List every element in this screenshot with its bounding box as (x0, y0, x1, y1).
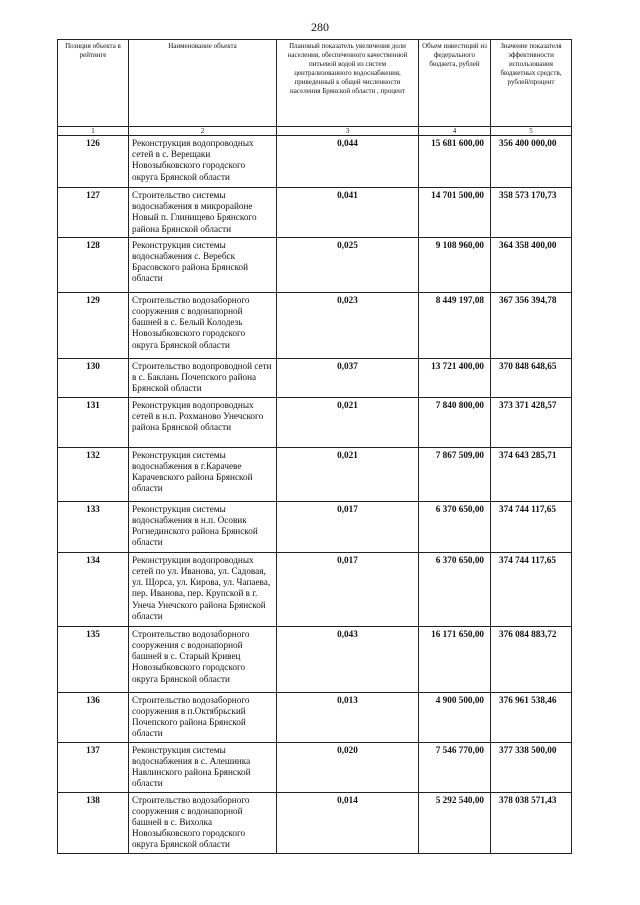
table-row (58, 358, 572, 397)
page-number: 280 (311, 20, 329, 34)
table-row (58, 397, 572, 447)
row-position: 135 (58, 626, 129, 692)
row-investment: 9 108 960,00 (419, 237, 491, 292)
row-efficiency: 356 400 000,00 (491, 136, 572, 188)
table-row (58, 447, 572, 501)
rating-table (57, 39, 572, 854)
row-share-value: 0,023 (277, 292, 419, 358)
row-position: 137 (58, 742, 129, 792)
header-share-indicator: Плановый показатель увеличения доли населения, обеспеченного качественной питьевой водой из систем централизованного водоснабжения, приведенный к общей численности населения Брянской области , процент (277, 40, 419, 127)
row-object-name: Строительство водозаборного сооружения с водонапорной башней в с. Вихолка Новозыбковского городского округа Брянской области (129, 792, 277, 853)
header-position: Позиция объекта в рейтинге (58, 40, 129, 127)
row-object-name: Строительство водозаборного сооружения с водонапорной башней в с. Старый Кривец Новозыбковского городского округа Брянской области (129, 626, 277, 692)
row-position: 131 (58, 397, 129, 447)
row-position: 130 (58, 358, 129, 397)
row-efficiency: 376 084 883,72 (491, 626, 572, 692)
table-row (58, 292, 572, 358)
header-row (58, 40, 572, 127)
row-position: 133 (58, 501, 129, 552)
row-investment: 6 370 650,00 (419, 501, 491, 552)
row-share-value: 0,017 (277, 501, 419, 552)
row-efficiency: 376 961 538,46 (491, 692, 572, 742)
row-share-value: 0,043 (277, 626, 419, 692)
row-share-value: 0,014 (277, 792, 419, 853)
row-efficiency: 374 744 117,65 (491, 501, 572, 552)
row-share-value: 0,037 (277, 358, 419, 397)
table-row (58, 552, 572, 626)
table-row (58, 742, 572, 792)
row-efficiency: 374 643 285,71 (491, 447, 572, 501)
row-share-value: 0,021 (277, 397, 419, 447)
row-investment: 7 867 509,00 (419, 447, 491, 501)
column-number: 5 (491, 127, 572, 136)
row-object-name: Строительство водозаборного сооружения с водонапорной башней в с. Белый Колодезь Новозыбковского городского округа Брянской области (129, 292, 277, 358)
row-position: 134 (58, 552, 129, 626)
row-efficiency: 364 358 400,00 (491, 237, 572, 292)
row-investment: 16 171 650,00 (419, 626, 491, 692)
column-number: 1 (58, 127, 129, 136)
row-share-value: 0,025 (277, 237, 419, 292)
row-efficiency: 374 744 117,65 (491, 552, 572, 626)
row-object-name: Строительство водопроводной сети в с. Баклань Почепского района Брянской области (129, 358, 277, 397)
row-efficiency: 367 356 394,78 (491, 292, 572, 358)
column-number: 4 (419, 127, 491, 136)
row-object-name: Реконструкция системы водоснабжения в н.п. Осовик Рогнединского района Брянской области (129, 501, 277, 552)
row-position: 136 (58, 692, 129, 742)
header-object-name: Наименование объекта (129, 40, 277, 127)
row-object-name: Строительство системы водоснабжения в микрорайоне Новый п. Глинищево Брянского района Брянской области (129, 188, 277, 238)
row-position: 126 (58, 136, 129, 188)
table-row (58, 792, 572, 853)
row-efficiency: 373 371 428,57 (491, 397, 572, 447)
row-position: 132 (58, 447, 129, 501)
column-number-row (58, 127, 572, 136)
row-share-value: 0,044 (277, 136, 419, 188)
row-position: 138 (58, 792, 129, 853)
table-row (58, 237, 572, 292)
row-object-name: Реконструкция водопроводных сетей по ул. Иванова, ул. Садовая, ул. Щорса, ул. Кирова, ул. Чапаева, пер. Иванова, пер. Крупской в г. Унеча Унечского района Брянской области (129, 552, 277, 626)
row-position: 127 (58, 188, 129, 238)
row-efficiency: 378 038 571,43 (491, 792, 572, 853)
row-investment: 6 370 650,00 (419, 552, 491, 626)
row-investment: 4 900 500,00 (419, 692, 491, 742)
column-number: 2 (129, 127, 277, 136)
table-row (58, 626, 572, 692)
row-investment: 15 681 600,00 (419, 136, 491, 188)
row-investment: 14 701 500,00 (419, 188, 491, 238)
row-object-name: Реконструкция системы водоснабжения в с. Алешинка Навлинского района Брянской области (129, 742, 277, 792)
table-row (58, 692, 572, 742)
row-efficiency: 377 338 500,00 (491, 742, 572, 792)
row-object-name: Реконструкция водопроводных сетей в н.п. Рохманово Унечского района Брянской области (129, 397, 277, 447)
row-efficiency: 358 573 170,73 (491, 188, 572, 238)
row-share-value: 0,017 (277, 552, 419, 626)
row-position: 129 (58, 292, 129, 358)
header-efficiency: Значение показателя эффективности использования бюджетных средств, рублей/процент (491, 40, 572, 127)
row-share-value: 0,041 (277, 188, 419, 238)
row-position: 128 (58, 237, 129, 292)
row-investment: 7 546 770,00 (419, 742, 491, 792)
row-share-value: 0,013 (277, 692, 419, 742)
table-row (58, 188, 572, 238)
row-investment: 13 721 400,00 (419, 358, 491, 397)
header-investment: Объем инвестиций из федерального бюджета, рублей (419, 40, 491, 127)
row-object-name: Реконструкция системы водоснабжения с. Веребск Брасовского района Брянской области (129, 237, 277, 292)
row-investment: 8 449 197,08 (419, 292, 491, 358)
row-share-value: 0,021 (277, 447, 419, 501)
row-investment: 5 292 540,00 (419, 792, 491, 853)
row-object-name: Реконструкция водопроводных сетей в с. Верещаки Новозыбковского городского округа Брянской области (129, 136, 277, 188)
column-number: 3 (277, 127, 419, 136)
row-object-name: Реконструкция системы водоснабжения в г.Карачеве Карачевского района Брянской области (129, 447, 277, 501)
row-share-value: 0,020 (277, 742, 419, 792)
row-efficiency: 370 848 648,65 (491, 358, 572, 397)
row-object-name: Строительство водозаборного сооружения в п.Октябрьский Почепского района Брянской области (129, 692, 277, 742)
table-row (58, 501, 572, 552)
table-row (58, 136, 572, 188)
row-investment: 7 840 800,00 (419, 397, 491, 447)
